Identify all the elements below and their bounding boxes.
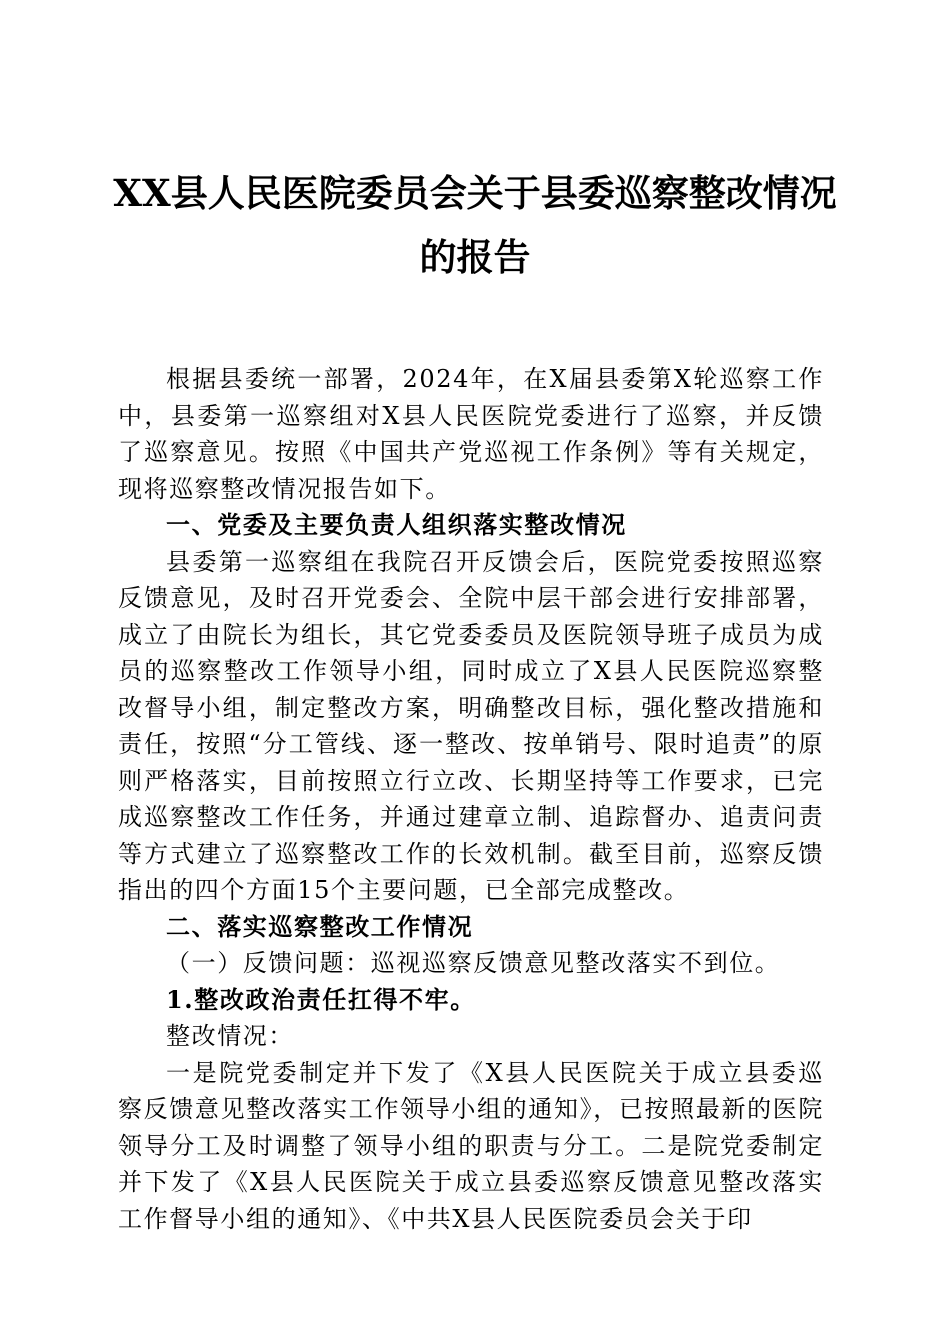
paragraph-intro: 根据县委统一部署，2024年，在X届县委第X轮巡察工作中，县委第一巡察组对X县人民医院党委进行了巡察，并反馈了巡察意见。按照《中国共产党巡视工作条例》等有关规定，现将巡察整改情况报告如下。 xyxy=(118,365,824,503)
paragraph-rectification: 一是院党委制定并下发了《X县人民医院关于成立县委巡察反馈意见整改落实工作领导小组的通知》，已按照最新的医院领导分工及时调整了领导小组的职责与分工。二是院党委制定并下发了《X县人民医院关于成立县委巡察反馈意见整改落实工作督导小组的通知》、《中共X县人民医院委员会关于印 xyxy=(118,1058,824,1233)
document-title xyxy=(110,161,840,289)
rectification-label: 整改情况： xyxy=(166,1022,294,1050)
paragraph-section-1: 县委第一巡察组在我院召开反馈会后，医院党委按照巡察反馈意见，及时召开党委会、全院中层干部会进行安排部署，成立了由院长为组长，其它党委委员及医院领导班子成员为成员的巡察整改工作领导小组，同时成立了X县人民医院巡察整改督导小组，制定整改方案，明确整改目标，强化整改措施和责任，按照“分工管线、逐一整改、按单销号、限时追责”的原则严格落实，目前按照立行立改、长期坚持等工作要求，已完成巡察整改工作任务，并通过建章立制、追踪督办、追责问责等方式建立了巡察整改工作的长效机制。截至目前，巡察反馈指出的四个方面15个主要问题，已全部完成整改。 xyxy=(118,547,824,904)
title-line-1: XX县人民医院委员会关于县委巡察整改情况 xyxy=(113,171,837,215)
title-line-2: 的报告 xyxy=(419,235,531,279)
document-body xyxy=(118,361,824,1237)
section-heading-1: 一、党委及主要负责人组织落实整改情况 xyxy=(166,510,627,539)
subsection-heading-1: （一）反馈问题：巡视巡察反馈意见整改落实不到位。 xyxy=(166,949,781,977)
item-heading-1: 1.整改政治责任扛得不牢。 xyxy=(166,984,476,1014)
section-heading-2: 二、落实巡察整改工作情况 xyxy=(166,911,474,941)
